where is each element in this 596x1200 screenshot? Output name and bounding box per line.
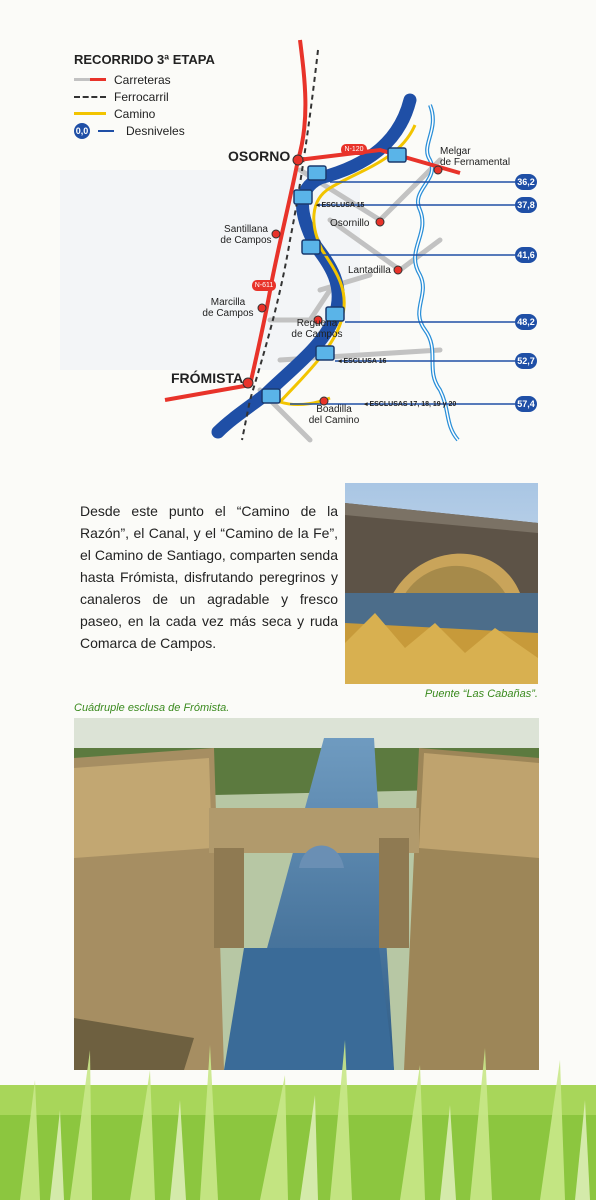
road-label-n611: N-611 [254,282,274,289]
town-melgar: Melgar de Fernamental [440,146,511,168]
bridge-caption: Puente “Las Cabañas”. [424,688,538,700]
town-osornillo: Osornillo [330,218,370,229]
lock-label-17-20: ◂ ESCLUSAS 17, 18, 19 y 20 [364,401,457,408]
town-marcilla: Marcilla de Campos [202,297,254,319]
road-fromista-west [165,385,250,400]
distance-badge: 41,6 [515,247,537,263]
locks-photo [74,718,539,1070]
bridge-photo [345,483,538,684]
road-label-n120: N-120 [344,146,364,153]
town-osorno: OSORNO [228,148,291,164]
route-map [150,30,550,450]
legend-item-slopes: 0,0 Desniveles [75,123,185,138]
legend-item-path: Camino [74,105,215,122]
distance-badge: 52,7 [515,353,537,369]
distance-badge: 48,2 [515,314,537,330]
town-fromista: FRÓMISTA [171,370,244,386]
distance-badge: 57,4 [515,396,537,412]
slope-badge: 0,0 [74,123,90,139]
legend-item-railway: Ferrocarril [74,88,215,105]
town-lantadilla: Lantadilla [348,265,391,276]
town-reguena: Reguena de Campos [291,318,343,340]
distance-badge: 36,2 [515,174,537,190]
legend-item-roads: Carreteras [74,71,215,88]
lock-label-16: ◂ ESCLUSA 16 [338,358,387,365]
locks-caption: Cuádruple esclusa de Frómista. [74,702,230,714]
town-boadilla: Boadilla del Camino [308,404,360,426]
town-santillana: Santillana de Campos [220,224,272,246]
body-paragraph: Desde este punto el “Camino de la Razón”, el Canal, y el “Camino de la Fe”, el Camino de Santiago, comparten senda hasta Frómista, disfrutando peregrinos y canaleros de un agradable y fresco paseo, en la cada vez más seca y ruda Comarca de Campos. [80,503,338,651]
grass-decoration [0,1040,596,1200]
legend-title: RECORRIDO 3ª ETAPA [74,52,215,67]
distance-badge: 37,8 [515,197,537,213]
lock-label-15: ◂ ESCLUSA 15 [316,202,365,209]
